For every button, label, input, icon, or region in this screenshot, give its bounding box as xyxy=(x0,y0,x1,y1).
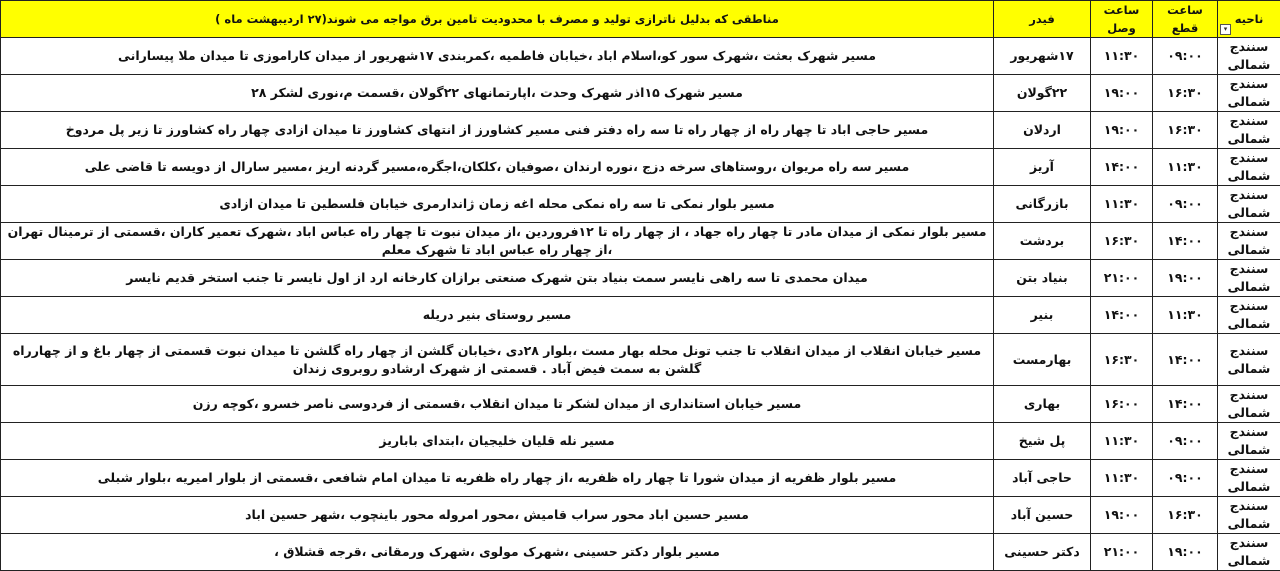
cell-area: سنندج شمالی xyxy=(1218,386,1280,423)
cell-cut-time: ۰۹:۰۰ xyxy=(1153,423,1218,460)
cell-feeder: حسین آباد xyxy=(994,497,1091,534)
cell-feeder: بازرگانی xyxy=(994,186,1091,223)
cell-connect-time: ۱۴:۰۰ xyxy=(1091,297,1153,334)
cell-feeder: بنیاد بتن xyxy=(994,260,1091,297)
cell-area: سنندج شمالی xyxy=(1218,112,1280,149)
cell-route: مسیر بلوار ظفریه از میدان شورا تا چهار راه ظفریه ،از چهار راه ظفریه تا میدان امام شافعی ،قسمتی از بلوار امیریه ،بلوار شبلی xyxy=(1,460,994,497)
table-row xyxy=(1,112,1280,149)
cell-route: مسیر حاجی اباد تا چهار راه از چهار راه تا سه راه دفتر فنی مسیر کشاورز از انتهای کشاورز تا میدان ازادی چهار راه کشاورز تا زیر پل مردوخ xyxy=(1,112,994,149)
cell-connect-time: ۱۱:۳۰ xyxy=(1091,423,1153,460)
table-row xyxy=(1,497,1280,534)
cell-feeder: آریز xyxy=(994,149,1091,186)
table-row xyxy=(1,260,1280,297)
table-row xyxy=(1,534,1280,571)
cell-cut-time: ۱۴:۰۰ xyxy=(1153,334,1218,386)
cell-cut-time: ۱۶:۳۰ xyxy=(1153,75,1218,112)
cell-route: میدان محمدی تا سه راهی نایسر سمت بنیاد بتن شهرک صنعتی برازان کارخانه ارد از اول نایسر تا جنب استخر قدیم نایسر xyxy=(1,260,994,297)
header-feeder: فیدر xyxy=(994,1,1091,38)
cell-route: مسیر بلوار دکتر حسینی ،شهرک مولوی ،شهرک ورمقانی ،قرجه قشلاق ، xyxy=(1,534,994,571)
cell-route: مسیر سه راه مریوان ،روستاهای سرخه دزج ،نوره ارندان ،صوفیان ،کلکان،اجگره،مسیر گردنه اریز ،مسیر سارال از دویسه تا قاضی علی xyxy=(1,149,994,186)
cell-cut-time: ۱۴:۰۰ xyxy=(1153,386,1218,423)
cell-cut-time: ۱۹:۰۰ xyxy=(1153,260,1218,297)
cell-route: مسیر شهرک بعثت ،شهرک سور کو،اسلام اباد ،خیابان فاطمیه ،کمربندی ۱۷شهریور از میدان کاراموزی تا میدان ملا پیسارانی xyxy=(1,38,994,75)
cell-connect-time: ۲۱:۰۰ xyxy=(1091,534,1153,571)
cell-connect-time: ۱۹:۰۰ xyxy=(1091,112,1153,149)
table-row xyxy=(1,423,1280,460)
cell-route: مسیر خیابان انقلاب از میدان انقلاب تا جنب تونل محله بهار مست ،بلوار ۲۸دی ،خیابان گلشن از چهار راه گلشن تا میدان نبوت قسمتی از چهار باغ و از چهارراه گلشن به سمت فیض آباد . قسمتی از شهرک ارشادو روبروی زندان xyxy=(1,334,994,386)
cell-cut-time: ۱۹:۰۰ xyxy=(1153,534,1218,571)
filter-dropdown-icon[interactable]: ▾ xyxy=(1220,24,1231,35)
table-row xyxy=(1,460,1280,497)
table-row xyxy=(1,149,1280,186)
cell-feeder: بردشت xyxy=(994,223,1091,260)
cell-cut-time: ۱۴:۰۰ xyxy=(1153,223,1218,260)
cell-feeder: حاجی آباد xyxy=(994,460,1091,497)
cell-feeder: بهارمست xyxy=(994,334,1091,386)
cell-feeder: اردلان xyxy=(994,112,1091,149)
cell-connect-time: ۱۹:۰۰ xyxy=(1091,75,1153,112)
cell-area: سنندج شمالی xyxy=(1218,423,1280,460)
cell-route: مسیر خیابان استانداری از میدان لشکر تا میدان انقلاب ،قسمتی از فردوسی ناصر خسرو ،کوچه رزن xyxy=(1,386,994,423)
cell-cut-time: ۰۹:۰۰ xyxy=(1153,38,1218,75)
header-routes: مناطقی که بدلیل ناترازی تولید و مصرف با محدودیت تامین برق مواجه می شوند(۲۷ اردیبهشت ماه ) xyxy=(1,1,994,38)
cell-connect-time: ۱۱:۳۰ xyxy=(1091,460,1153,497)
cell-cut-time: ۰۹:۰۰ xyxy=(1153,460,1218,497)
cell-connect-time: ۱۶:۳۰ xyxy=(1091,223,1153,260)
cell-area: سنندج شمالی xyxy=(1218,460,1280,497)
header-area-label: ناحیه xyxy=(1235,12,1264,26)
header-connect-time: ساعت وصل xyxy=(1091,1,1153,38)
table-row xyxy=(1,38,1280,75)
cell-connect-time: ۱۹:۰۰ xyxy=(1091,497,1153,534)
table-row xyxy=(1,334,1280,386)
cell-route: مسیر نله قلیان خلیجیان ،ابتدای باباریز xyxy=(1,423,994,460)
cell-route: مسیر روستای بنیر دریله xyxy=(1,297,994,334)
table-row xyxy=(1,223,1280,260)
cell-cut-time: ۱۱:۳۰ xyxy=(1153,149,1218,186)
cell-feeder: پل شیخ xyxy=(994,423,1091,460)
table-row xyxy=(1,186,1280,223)
table-row xyxy=(1,386,1280,423)
cell-cut-time: ۰۹:۰۰ xyxy=(1153,186,1218,223)
cell-route: مسیر حسین اباد محور سراب قامیش ،محور امروله محور باینچوب ،شهر حسین اباد xyxy=(1,497,994,534)
header-area[interactable] xyxy=(1218,1,1280,38)
table-row xyxy=(1,297,1280,334)
cell-route: مسیر بلوار نمکی از میدان مادر تا چهار راه جهاد ، از چهار راه تا ۱۲فروردین ،از میدان نبوت تا چهار راه عباس اباد ،شهرک تعمیر کاران ،قسمتی از ترمینال تهران ،از چهار راه عباس اباد تا شهرک معلم xyxy=(1,223,994,260)
cell-area: سنندج شمالی xyxy=(1218,223,1280,260)
cell-area: سنندج شمالی xyxy=(1218,75,1280,112)
table-row xyxy=(1,75,1280,112)
cell-connect-time: ۱۶:۳۰ xyxy=(1091,334,1153,386)
cell-connect-time: ۲۱:۰۰ xyxy=(1091,260,1153,297)
cell-area: سنندج شمالی xyxy=(1218,149,1280,186)
cell-area: سنندج شمالی xyxy=(1218,334,1280,386)
header-cut-time: ساعت قطع xyxy=(1153,1,1218,38)
cell-feeder: بهاری xyxy=(994,386,1091,423)
cell-area: سنندج شمالی xyxy=(1218,497,1280,534)
table-header-row xyxy=(1,1,1280,38)
cell-connect-time: ۱۴:۰۰ xyxy=(1091,149,1153,186)
cell-area: سنندج شمالی xyxy=(1218,534,1280,571)
cell-area: سنندج شمالی xyxy=(1218,38,1280,75)
cell-area: سنندج شمالی xyxy=(1218,186,1280,223)
cell-feeder: ۲۲گولان xyxy=(994,75,1091,112)
cell-feeder: ۱۷شهریور xyxy=(994,38,1091,75)
cell-connect-time: ۱۱:۳۰ xyxy=(1091,186,1153,223)
cell-feeder: دکتر حسینی xyxy=(994,534,1091,571)
cell-connect-time: ۱۶:۰۰ xyxy=(1091,386,1153,423)
cell-feeder: بنیر xyxy=(994,297,1091,334)
cell-cut-time: ۱۶:۳۰ xyxy=(1153,497,1218,534)
cell-area: سنندج شمالی xyxy=(1218,297,1280,334)
cell-cut-time: ۱۶:۳۰ xyxy=(1153,112,1218,149)
cell-connect-time: ۱۱:۳۰ xyxy=(1091,38,1153,75)
cell-cut-time: ۱۱:۳۰ xyxy=(1153,297,1218,334)
cell-area: سنندج شمالی xyxy=(1218,260,1280,297)
cell-route: مسیر شهرک ۱۵اذر شهرک وحدت ،اپارتمانهای ۲۲گولان ،قسمت م،نوری لشکر ۲۸ xyxy=(1,75,994,112)
cell-route: مسیر بلوار نمکی تا سه راه نمکی محله اغه زمان ژاندارمری خیابان فلسطین تا میدان ازادی xyxy=(1,186,994,223)
